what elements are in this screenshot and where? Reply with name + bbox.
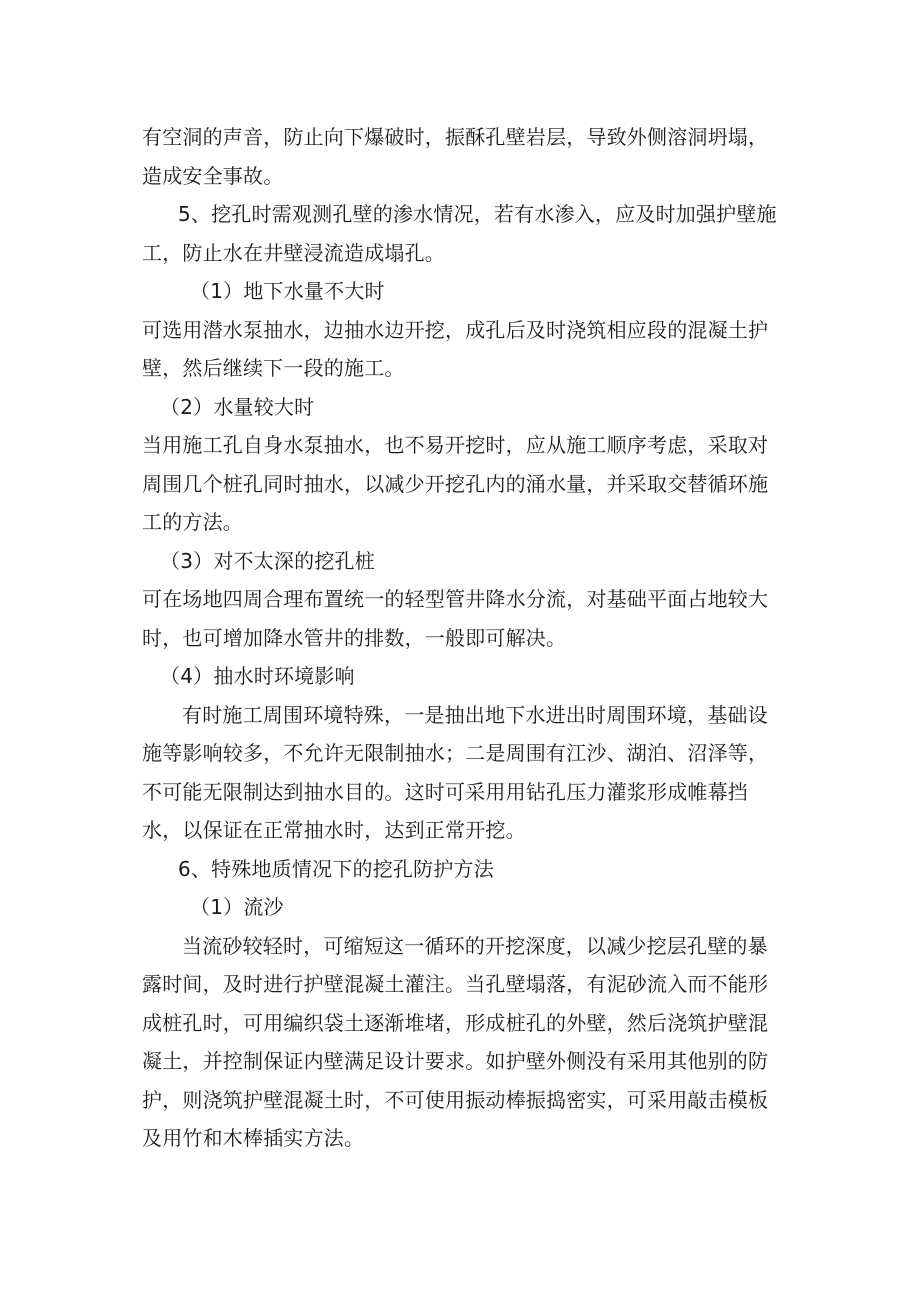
- paragraph-shallow-pile: 可在场地四周合理布置统一的轻型管井降水分流，对基础平面占地较大时，也可增加降水管井的排数，一般即可解决。: [142, 587, 769, 650]
- paragraph-environment-impact: 有时施工周围环境特殊，一是抽出地下水进出时周围环境，基础设施等影响较多，不允许无限制抽水；二是周围有江沙、湖泊、沼泽等，不可能无限制达到抽水目的。这时可采用用钻孔压力灌浆形成帷幕挡水，以保证在正常抽水时，达到正常开挖。: [142, 702, 769, 842]
- subheading-quicksand: （1）流沙: [190, 895, 284, 919]
- subheading-low-groundwater: （1）地下水量不大时: [190, 279, 385, 303]
- subheading-high-water: （2）水量较大时: [160, 394, 315, 419]
- subheading-shallow-pile: （3）对不太深的挖孔桩: [160, 548, 375, 573]
- document-body: [142, 118, 782, 1158]
- paragraph-high-water: 当用施工孔自身水泵抽水，也不易开挖时，应从施工顺序考虑，采取对周围几个桩孔同时抽水，以减少开挖孔内的涌水量，并采取交替循环施工的方法。: [142, 433, 769, 534]
- paragraph-item-6-special-geology: 6、特殊地质情况下的挖孔防护方法: [178, 856, 494, 881]
- paragraph-low-groundwater: 可选用潜水泵抽水，边抽水边开挖，成孔后及时浇筑相应段的混凝土护壁，然后继续下一段的施工。: [142, 317, 769, 380]
- paragraph-item-5-seepage: 5、挖孔时需观测孔壁的渗水情况，若有水渗入，应及时加强护壁施工，防止水在井壁浸流造成塌孔。: [142, 202, 777, 265]
- paragraph-karst-safety: 有空洞的声音，防止向下爆破时，振酥孔壁岩层，导致外侧溶洞坍塌，造成安全事故。: [142, 125, 769, 188]
- subheading-environment-impact: （4）抽水时环境影响: [160, 664, 355, 688]
- paragraph-quicksand: 当流砂较轻时，可缩短这一循环的开挖深度，以减少挖层孔壁的暴露时间，及时进行护壁混凝土灌注。当孔壁塌落，有泥砂流入而不能形成桩孔时，可用编织袋土逐渐堆堵，形成桩孔的外壁，然后浇筑护壁混凝土，并控制保证内壁满足设计要求。如护壁外侧没有采用其他别的防护，则浇筑护壁混凝土时，不可使用振动棒振捣密实，可采用敲击模板及用竹和木棒插实方法。: [142, 933, 769, 1150]
